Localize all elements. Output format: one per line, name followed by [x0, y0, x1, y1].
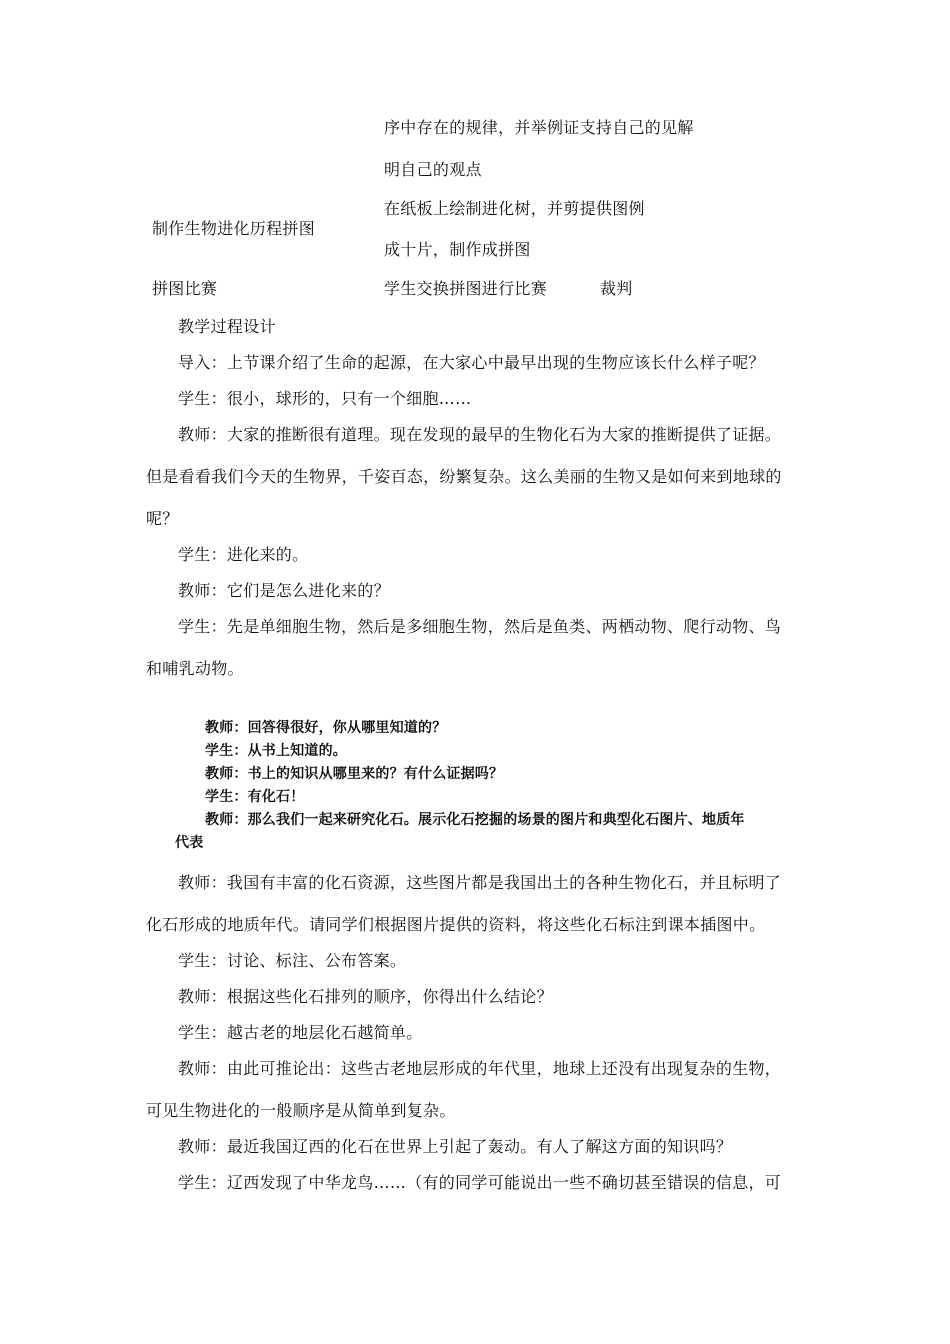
dialogue-line: 教师：回答得很好，你从哪里知道的？: [205, 720, 447, 736]
paragraph-line: 和哺乳动物。: [146, 659, 244, 678]
paragraph-line: 呢？: [146, 509, 179, 528]
paragraph-line: 学生：越古老的地层化石越简单。: [178, 1023, 423, 1042]
paragraph-line: 可见生物进化的一般顺序是从简单到复杂。: [146, 1101, 456, 1120]
paragraph-line: 学生：很小，球形的，只有一个细胞……: [178, 389, 472, 408]
dialogue-line: 教师：那么我们一起来研究化石。展示化石挖掘的场景的图片和典型化石图片、地质年: [205, 812, 745, 828]
paragraph-line: 教师：它们是怎么进化来的？: [178, 581, 390, 600]
table-cell-text: 制作生物进化历程拼图: [152, 219, 316, 238]
table-cell-text: 学生交换拼图进行比赛: [384, 279, 548, 298]
paragraph-line: 教师：我国有丰富的化石资源，这些图片都是我国出土的各种生物化石，并且标明了: [178, 873, 782, 892]
table-cell-text: 成十片，制作成拼图: [384, 240, 531, 259]
paragraph-line: 化石形成的地质年代。请同学们根据图片提供的资料，将这些化石标注到课本插图中。: [146, 915, 766, 934]
paragraph-line: 教师：大家的推断很有道理。现在发现的最早的生物化石为大家的推断提供了证据。: [178, 425, 782, 444]
paragraph-line: 学生：辽西发现了中华龙鸟……（有的同学可能说出一些不确切甚至错误的信息，可: [178, 1173, 782, 1192]
section-title: 教学过程设计: [178, 317, 276, 336]
dialogue-line: 教师：书上的知识从哪里来的？有什么证据吗？: [205, 766, 504, 782]
dialogue-line: 学生：有化石！: [205, 789, 305, 805]
paragraph-line: 导入：上节课介绍了生命的起源，在大家心中最早出现的生物应该长什么样子呢？: [178, 353, 765, 372]
dialogue-line: 代表: [175, 835, 204, 851]
table-cell-text: 裁判: [600, 279, 633, 298]
table-cell-text: 拼图比赛: [152, 279, 218, 298]
paragraph-line: 教师：根据这些化石排列的顺序，你得出什么结论？: [178, 987, 553, 1006]
dialogue-line: 学生：从书上知道的。: [205, 743, 347, 759]
paragraph-line: 学生：讨论、标注、公布答案。: [178, 951, 407, 970]
paragraph-line: 教师：由此可推论出：这些古老地层形成的年代里，地球上还没有出现复杂的生物，: [178, 1059, 782, 1078]
paragraph-line: 教师：最近我国辽西的化石在世界上引起了轰动。有人了解这方面的知识吗？: [178, 1137, 733, 1156]
table-cell-text: 明自己的观点: [384, 160, 482, 179]
table-cell-text: 在纸板上绘制进化树，并剪提供图例: [384, 199, 645, 218]
paragraph-line: 学生：先是单细胞生物，然后是多细胞生物，然后是鱼类、两栖动物、爬行动物、鸟: [178, 617, 782, 636]
table-cell-text: 序中存在的规律，并举例证支持自己的见解: [384, 118, 694, 137]
paragraph-line: 但是看看我们今天的生物界，千姿百态，纷繁复杂。这么美丽的生物又是如何来到地球的: [146, 467, 782, 486]
paragraph-line: 学生：进化来的。: [178, 545, 309, 564]
